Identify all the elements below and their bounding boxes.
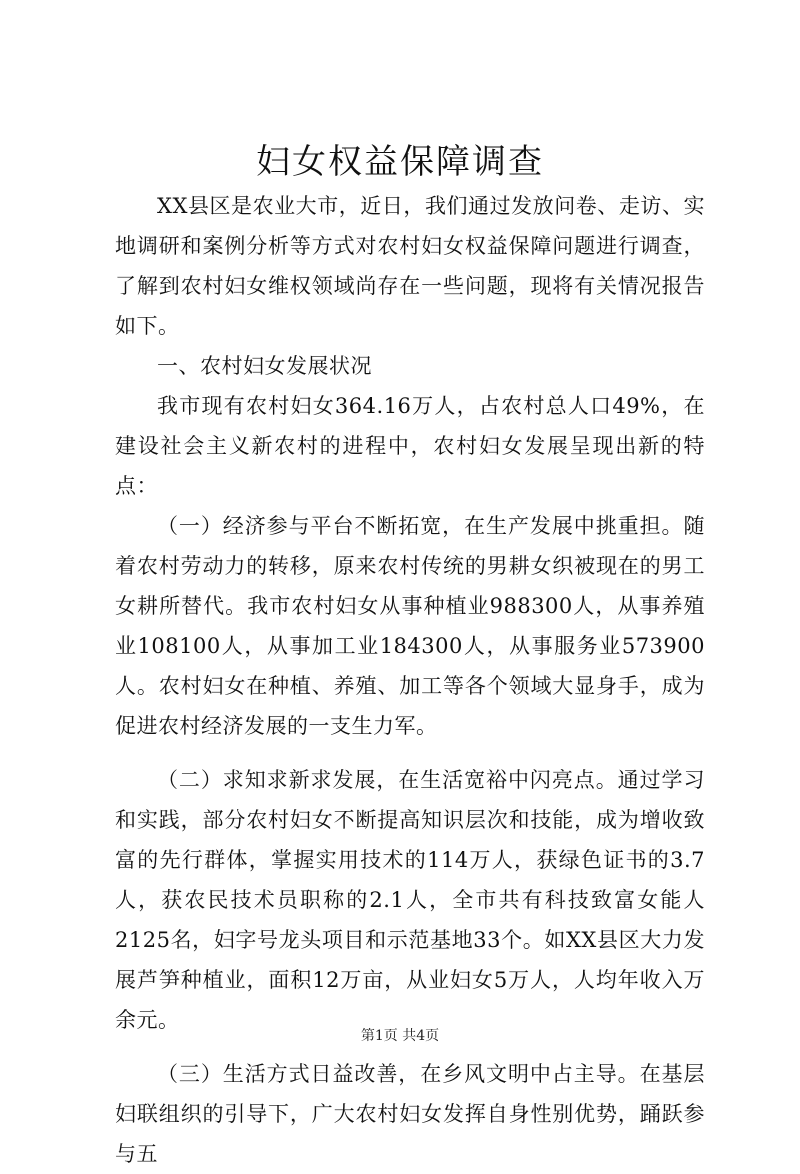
lifestyle-paragraph: （三）生活方式日益改善，在乡风文明中占主导。在基层妇联组织的引导下，广大农村妇女发挥自身性别优势，踊跃参与五 — [115, 1062, 705, 1166]
overview-paragraph: 我市现有农村妇女364.16万人，占农村总人口49%，在建设社会主义新农村的进程中，农村妇女发展呈现出新的特点： — [115, 394, 705, 498]
document-title: 妇女权益保障调查 — [256, 142, 544, 182]
section-heading: 一、农村妇女发展状况 — [157, 354, 372, 378]
knowledge-paragraph: （二）求知求新求发展，在生活宽裕中闪亮点。通过学习和实践，部分农村妇女不断提高知识层次和技能，成为增收致富的先行群体，掌握实用技术的114万人，获绿色证书的3.7人，获农民技术员职称的2.1人，全市共有科技致富女能人2125名，妇字号龙头项目和示范基地33个。如XX县区大力发展芦笋种植业，面积12万亩，从业妇女5万人，人均年收入万余元。 — [115, 768, 705, 1032]
intro-paragraph: XX县区是农业大市，近日，我们通过发放问卷、走访、实地调研和案例分析等方式对农村妇女权益保障问题进行调查，了解到农村妇女维权领域尚存在一些问题，现将有关情况报告如下。 — [115, 194, 705, 338]
economic-paragraph: （一）经济参与平台不断拓宽，在生产发展中挑重担。随着农村劳动力的转移，原来农村传统的男耕女织被现在的男工女耕所替代。我市农村妇女从事种植业988300人，从事养殖业108100人，从事加工业184300人，从事服务业573900人。农村妇女在种植、养殖、加工等各个领域大显身手，成为促进农村经济发展的一支生力军。 — [115, 514, 705, 738]
page-number: 第1页 共4页 — [360, 1028, 440, 1044]
